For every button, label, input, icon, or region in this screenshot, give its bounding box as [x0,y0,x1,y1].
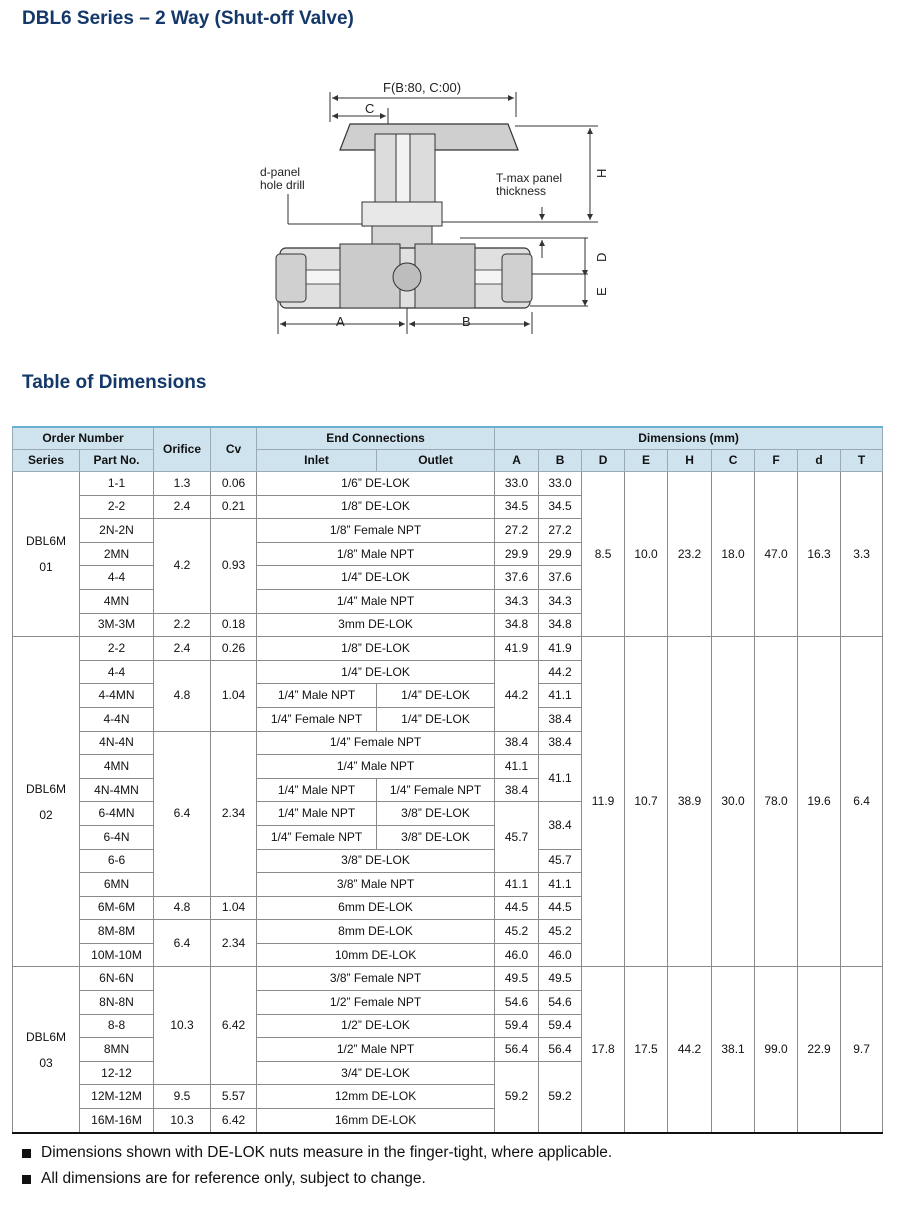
part-no: 4N-4MN [80,778,154,802]
end-connection: 8mm DE-LOK [257,920,495,944]
dim-b: 34.8 [539,613,582,637]
cv: 0.26 [211,637,257,661]
end-connection: 1/4” Male NPT [257,755,495,779]
part-no: 3M-3M [80,613,154,637]
dim-a: 34.8 [495,613,539,637]
dim-b: 41.1 [539,755,582,802]
dim-a: 49.5 [495,967,539,991]
header-order-number: Order Number [13,427,154,450]
header-e: E [625,450,668,472]
end-connection: 1/2” Male NPT [257,1038,495,1062]
series-name: DBL6M [25,1029,66,1044]
dim-b: 44.5 [539,896,582,920]
cv: 0.18 [211,613,257,637]
dim-a: 38.4 [495,731,539,755]
header-b: B [539,450,582,472]
part-no: 1-1 [80,472,154,496]
part-no: 4-4MN [80,684,154,708]
part-no: 6M-6M [80,896,154,920]
cv: 0.21 [211,495,257,519]
orifice: 6.4 [154,920,211,967]
dim-b: 59.4 [539,1014,582,1038]
orifice: 2.4 [154,495,211,519]
outlet: 1/4” DE-LOK [377,707,495,731]
part-no: 6MN [80,873,154,897]
end-connection: 1/4” Female NPT [257,731,495,755]
cv: 1.04 [211,896,257,920]
footnote [22,1140,612,1166]
dim-b: 54.6 [539,991,582,1015]
series-cell [13,637,80,967]
dim-a: 34.3 [495,589,539,613]
part-no: 2-2 [80,637,154,661]
dim-b: 46.0 [539,943,582,967]
part-no: 8MN [80,1038,154,1062]
header-row-1 [13,427,883,450]
header-outlet: Outlet [377,450,495,472]
dim-b: 34.3 [539,589,582,613]
dim-t: 9.7 [841,967,883,1133]
footnote-text: All dimensions are for reference only, subject to change. [41,1170,426,1187]
dim-a: 59.2 [495,1061,539,1132]
part-no: 12M-12M [80,1085,154,1109]
end-connection: 1/4” Male NPT [257,589,495,613]
header-end-connections: End Connections [257,427,495,450]
header-t: T [841,450,883,472]
dim-b: 38.4 [539,707,582,731]
dim-a: 44.5 [495,896,539,920]
outlet: 3/8” DE-LOK [377,825,495,849]
dim-a: 44.2 [495,660,539,731]
label-e: E [594,287,609,296]
end-connection: 3/8” Female NPT [257,967,495,991]
end-connection: 3/8” DE-LOK [257,849,495,873]
part-no: 8N-8N [80,991,154,1015]
dim-t: 3.3 [841,472,883,637]
header-d: D [582,450,625,472]
footnote-text: Dimensions shown with DE-LOK nuts measure in the finger-tight, where applicable. [41,1144,613,1161]
label-tmax-1: T-max panel [496,171,563,185]
orifice: 10.3 [154,1109,211,1133]
label-c: C [365,101,375,116]
end-connection: 3/8” Male NPT [257,873,495,897]
header-orifice: Orifice [154,427,211,472]
series-code: 02 [39,807,53,822]
footnotes [22,1140,612,1192]
header-f: F [755,450,798,472]
dim-a: 37.6 [495,566,539,590]
cv: 0.93 [211,519,257,613]
cv: 6.42 [211,1109,257,1133]
dim-h: 38.9 [668,637,712,967]
end-connection: 3/4” DE-LOK [257,1061,495,1085]
dim-d: 17.8 [582,967,625,1133]
series-cell [13,472,80,637]
dim-h: 23.2 [668,472,712,637]
dim-b: 34.5 [539,495,582,519]
label-a: A [336,314,345,329]
outlet: 3/8” DE-LOK [377,802,495,826]
dim-a: 56.4 [495,1038,539,1062]
part-no: 4MN [80,755,154,779]
dim-h: 44.2 [668,967,712,1133]
outlet: 1/4” Female NPT [377,778,495,802]
header-dd: d [798,450,841,472]
end-connection: 12mm DE-LOK [257,1085,495,1109]
part-no: 4MN [80,589,154,613]
part-no: 2-2 [80,495,154,519]
orifice: 9.5 [154,1085,211,1109]
label-d: D [594,252,609,262]
label-dpanel-1: d-panel [260,165,301,179]
orifice: 10.3 [154,967,211,1085]
header-inlet: Inlet [257,450,377,472]
dim-f: 78.0 [755,637,798,967]
dim-b: 44.2 [539,660,582,684]
dim-a: 41.9 [495,637,539,661]
header-part-no: Part No. [80,450,154,472]
part-no: 2N-2N [80,519,154,543]
dim-b: 37.6 [539,566,582,590]
bullet-square-icon [22,1175,31,1184]
orifice: 4.8 [154,660,211,731]
inlet: 1/4” Male NPT [257,802,377,826]
dim-b: 49.5 [539,967,582,991]
dim-a: 46.0 [495,943,539,967]
dim-c: 30.0 [712,637,755,967]
orifice: 4.2 [154,519,211,613]
dim-b: 56.4 [539,1038,582,1062]
inlet: 1/4” Female NPT [257,707,377,731]
header-row-2 [13,450,883,472]
end-connection: 16mm DE-LOK [257,1109,495,1133]
orifice: 4.8 [154,896,211,920]
dim-a: 45.7 [495,802,539,873]
dim-a: 41.1 [495,873,539,897]
end-connection: 1/2” Female NPT [257,991,495,1015]
part-no: 4-4 [80,566,154,590]
part-no: 2MN [80,542,154,566]
page-title: DBL6 Series – 2 Way (Shut-off Valve) [22,8,354,29]
dim-b: 41.1 [539,873,582,897]
dim-t: 6.4 [841,637,883,967]
table-title: Table of Dimensions [22,372,207,393]
dimensions-table [12,426,883,1134]
series-code: 01 [39,560,53,575]
part-no: 6N-6N [80,967,154,991]
orifice: 1.3 [154,472,211,496]
end-connection: 10mm DE-LOK [257,943,495,967]
dim-b: 38.4 [539,731,582,755]
orifice: 2.2 [154,613,211,637]
dim-a: 29.9 [495,542,539,566]
valve-diagram [240,72,640,342]
series-name: DBL6M [25,781,66,796]
cv: 2.34 [211,731,257,896]
header-series: Series [13,450,80,472]
header-a: A [495,450,539,472]
series-name: DBL6M [25,534,66,549]
dim-b: 59.2 [539,1061,582,1132]
dim-a: 27.2 [495,519,539,543]
series-code: 03 [39,1055,53,1070]
table-row [13,637,883,661]
dim-c: 18.0 [712,472,755,637]
dim-e: 10.7 [625,637,668,967]
header-h: H [668,450,712,472]
dim-b: 41.1 [539,684,582,708]
inlet: 1/4” Female NPT [257,825,377,849]
table-row [13,472,883,496]
part-no: 6-4MN [80,802,154,826]
orifice: 6.4 [154,731,211,896]
series-cell [13,967,80,1133]
part-no: 12-12 [80,1061,154,1085]
end-connection: 3mm DE-LOK [257,613,495,637]
cv: 5.57 [211,1085,257,1109]
dim-b: 27.2 [539,519,582,543]
dim-b: 45.2 [539,920,582,944]
dim-dd: 16.3 [798,472,841,637]
dim-a: 54.6 [495,991,539,1015]
dim-b: 33.0 [539,472,582,496]
dim-a: 33.0 [495,472,539,496]
dim-a: 59.4 [495,1014,539,1038]
inlet: 1/4” Male NPT [257,778,377,802]
dim-e: 17.5 [625,967,668,1133]
header-cv: Cv [211,427,257,472]
end-connection: 1/2” DE-LOK [257,1014,495,1038]
dim-d: 11.9 [582,637,625,967]
dim-a: 38.4 [495,778,539,802]
cv: 6.42 [211,967,257,1085]
dim-b: 41.9 [539,637,582,661]
part-no: 6-6 [80,849,154,873]
part-no: 4-4N [80,707,154,731]
dim-b: 45.7 [539,849,582,873]
label-dpanel-2: hole drill [260,178,305,192]
part-no: 8M-8M [80,920,154,944]
table-row [13,967,883,991]
part-no: 4-4 [80,660,154,684]
end-connection: 1/8” DE-LOK [257,495,495,519]
dim-a: 41.1 [495,755,539,779]
end-connection: 1/4” DE-LOK [257,566,495,590]
cv: 2.34 [211,920,257,967]
footnote [22,1166,612,1192]
outlet: 1/4” DE-LOK [377,684,495,708]
part-no: 4N-4N [80,731,154,755]
dim-f: 47.0 [755,472,798,637]
bullet-square-icon [22,1149,31,1158]
cv: 1.04 [211,660,257,731]
label-tmax-2: thickness [496,184,547,198]
dim-dd: 19.6 [798,637,841,967]
orifice: 2.4 [154,637,211,661]
dim-d: 8.5 [582,472,625,637]
end-connection: 1/4” DE-LOK [257,660,495,684]
dim-e: 10.0 [625,472,668,637]
dim-b: 38.4 [539,802,582,849]
end-connection: 1/8” DE-LOK [257,637,495,661]
header-dimensions: Dimensions (mm) [495,427,883,450]
inlet: 1/4” Male NPT [257,684,377,708]
part-no: 6-4N [80,825,154,849]
cv: 0.06 [211,472,257,496]
end-connection: 1/6” DE-LOK [257,472,495,496]
dim-a: 34.5 [495,495,539,519]
end-connection: 6mm DE-LOK [257,896,495,920]
label-f: F(B:80, C:00) [383,80,462,95]
part-no: 8-8 [80,1014,154,1038]
dim-c: 38.1 [712,967,755,1133]
label-b: B [462,314,471,329]
end-connection: 1/8” Female NPT [257,519,495,543]
dim-a: 45.2 [495,920,539,944]
dim-dd: 22.9 [798,967,841,1133]
part-no: 10M-10M [80,943,154,967]
header-c: C [712,450,755,472]
part-no: 16M-16M [80,1109,154,1133]
dim-f: 99.0 [755,967,798,1133]
end-connection: 1/8” Male NPT [257,542,495,566]
label-h: H [594,168,609,178]
dim-b: 29.9 [539,542,582,566]
